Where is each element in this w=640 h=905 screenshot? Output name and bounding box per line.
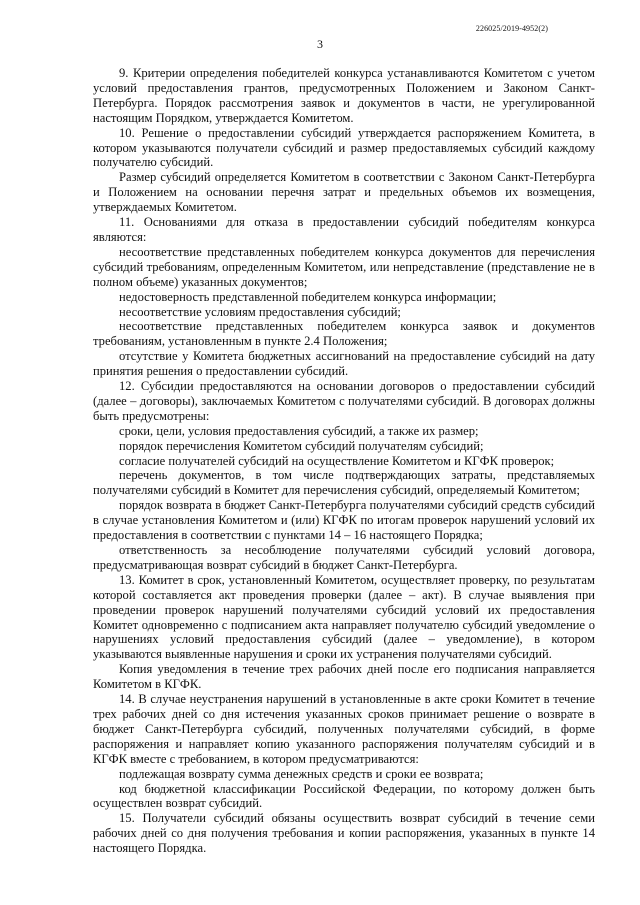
requirement-amount: подлежащая возврату сумма денежных средств и сроки ее возврата; [119, 766, 484, 781]
requirement-budget-code: код бюджетной классификации Российской Федерации, по которому должен быть осуществлен возврат субсидий. [93, 781, 595, 811]
contract-term-refund: порядок возврата в бюджет Санкт-Петербурга получателями субсидий средств субсидий в случае установления Комитетом и (или) КГФК по итогам проверок нарушений условий их предоставления в соответствии с пунктами 14 – 16 настоящего Порядка; [93, 498, 595, 543]
paragraph-12: 12. Субсидии предоставляются на основании договоров о предоставлении субсидий (далее – договоры), заключаемых Комитетом с получателями субсидий. В договорах должны быть предусмотрены: [93, 379, 595, 423]
paragraph-9: 9. Критерии определения победителей конкурса устанавливаются Комитетом с учетом условий предоставления грантов, предусмотренных Положением и Законом Санкт-Петербурга. Порядок рассмотрения заявок и документов в части, не урегулированной настоящим Порядком, утверждается Комитетом. [93, 66, 595, 125]
paragraph-13: 13. Комитет в срок, установленный Комитетом, осуществляет проверку, по результатам которой составляется акт проведения проверки (далее – акт). В случае выявления при проведении проверок нарушений получателями субсидий условий их предоставления Комитет одновременно с подписанием акта направляет получателю субсидий уведомление о нарушениях условий предоставления субсидий (далее – уведомление), в котором указываются выявленные нарушения и сроки их устранения получателями субсидий. [93, 572, 595, 662]
refusal-ground-conditions: несоответствие условиям предоставления субсидий; [119, 304, 401, 319]
paragraph-15: 15. Получатели субсидий обязаны осуществить возврат субсидий в течение семи рабочих дней со дня получения требования и копии распоряжения, указанных в пункте 14 настоящего Порядка. [93, 811, 595, 856]
paragraph-14: 14. В случае неустранения нарушений в установленные в акте сроки Комитет в течение трех рабочих дней со дня истечения указанных сроков принимает решение о возврате в бюджет Санкт-Петербурга субсидий, полученных получателями субсидий, в форме распоряжения и направляет копию указанного распоряжения получателям субсидий и в КГФК вместе с требованием, в котором предусматриваются: [93, 692, 595, 766]
paragraph-subsidy-amount: Размер субсидий определяется Комитетом в соответствии с Законом Санкт-Петербурга и Положением на основании перечня затрат и предельных объемов их возмещения, утверждаемых Комитетом. [93, 170, 595, 215]
page-number: 3 [317, 37, 323, 51]
paragraph-11: 11. Основаниями для отказа в предоставлении субсидий победителям конкурса являются: [93, 215, 595, 244]
document-body [93, 66, 595, 856]
paragraph-10: 10. Решение о предоставлении субсидий утверждается распоряжением Комитета, в котором указываются получатели субсидий и размер предоставляемых субсидий каждому получателю субсидий. [93, 125, 595, 170]
contract-term-transfer: порядок перечисления Комитетом субсидий получателям субсидий; [119, 438, 484, 453]
refusal-ground-budget: отсутствие у Комитета бюджетных ассигнований на предоставление субсидий на дату принятия решения о предоставлении субсидий. [93, 349, 595, 379]
document-registration-number: 226025/2019-4952(2) [475, 24, 548, 33]
paragraph-notification-copy: Копия уведомления в течение трех рабочих дней после его подписания направляется Комитетом в КГФК. [93, 662, 595, 692]
contract-term-goals: сроки, цели, условия предоставления субсидий, а также их размер; [119, 423, 479, 438]
refusal-ground-false-info: недостоверность представленной победителем конкурса информации; [119, 289, 497, 304]
contract-term-documents: перечень документов, в том числе подтверждающих затраты, представляемых получателями субсидий в Комитет для перечисления субсидий, определяемый Комитетом; [93, 468, 595, 498]
refusal-ground-requirements: несоответствие представленных победителем конкурса заявок и документов требованиям, установленным в пункте 2.4 Положения; [93, 319, 595, 349]
contract-term-consent: согласие получателей субсидий на осуществление Комитетом и КГФК проверок; [119, 453, 555, 468]
refusal-ground-documents: несоответствие представленных победителем конкурса документов для перечисления субсидий требованиям, определенным Комитетом, или непредставление (представление не в полном объеме) указанных документов; [93, 244, 595, 289]
contract-term-liability: ответственность за несоблюдение получателями субсидий условий договора, предусматривающая возврат субсидий в бюджет Санкт-Петербурга. [93, 543, 595, 572]
